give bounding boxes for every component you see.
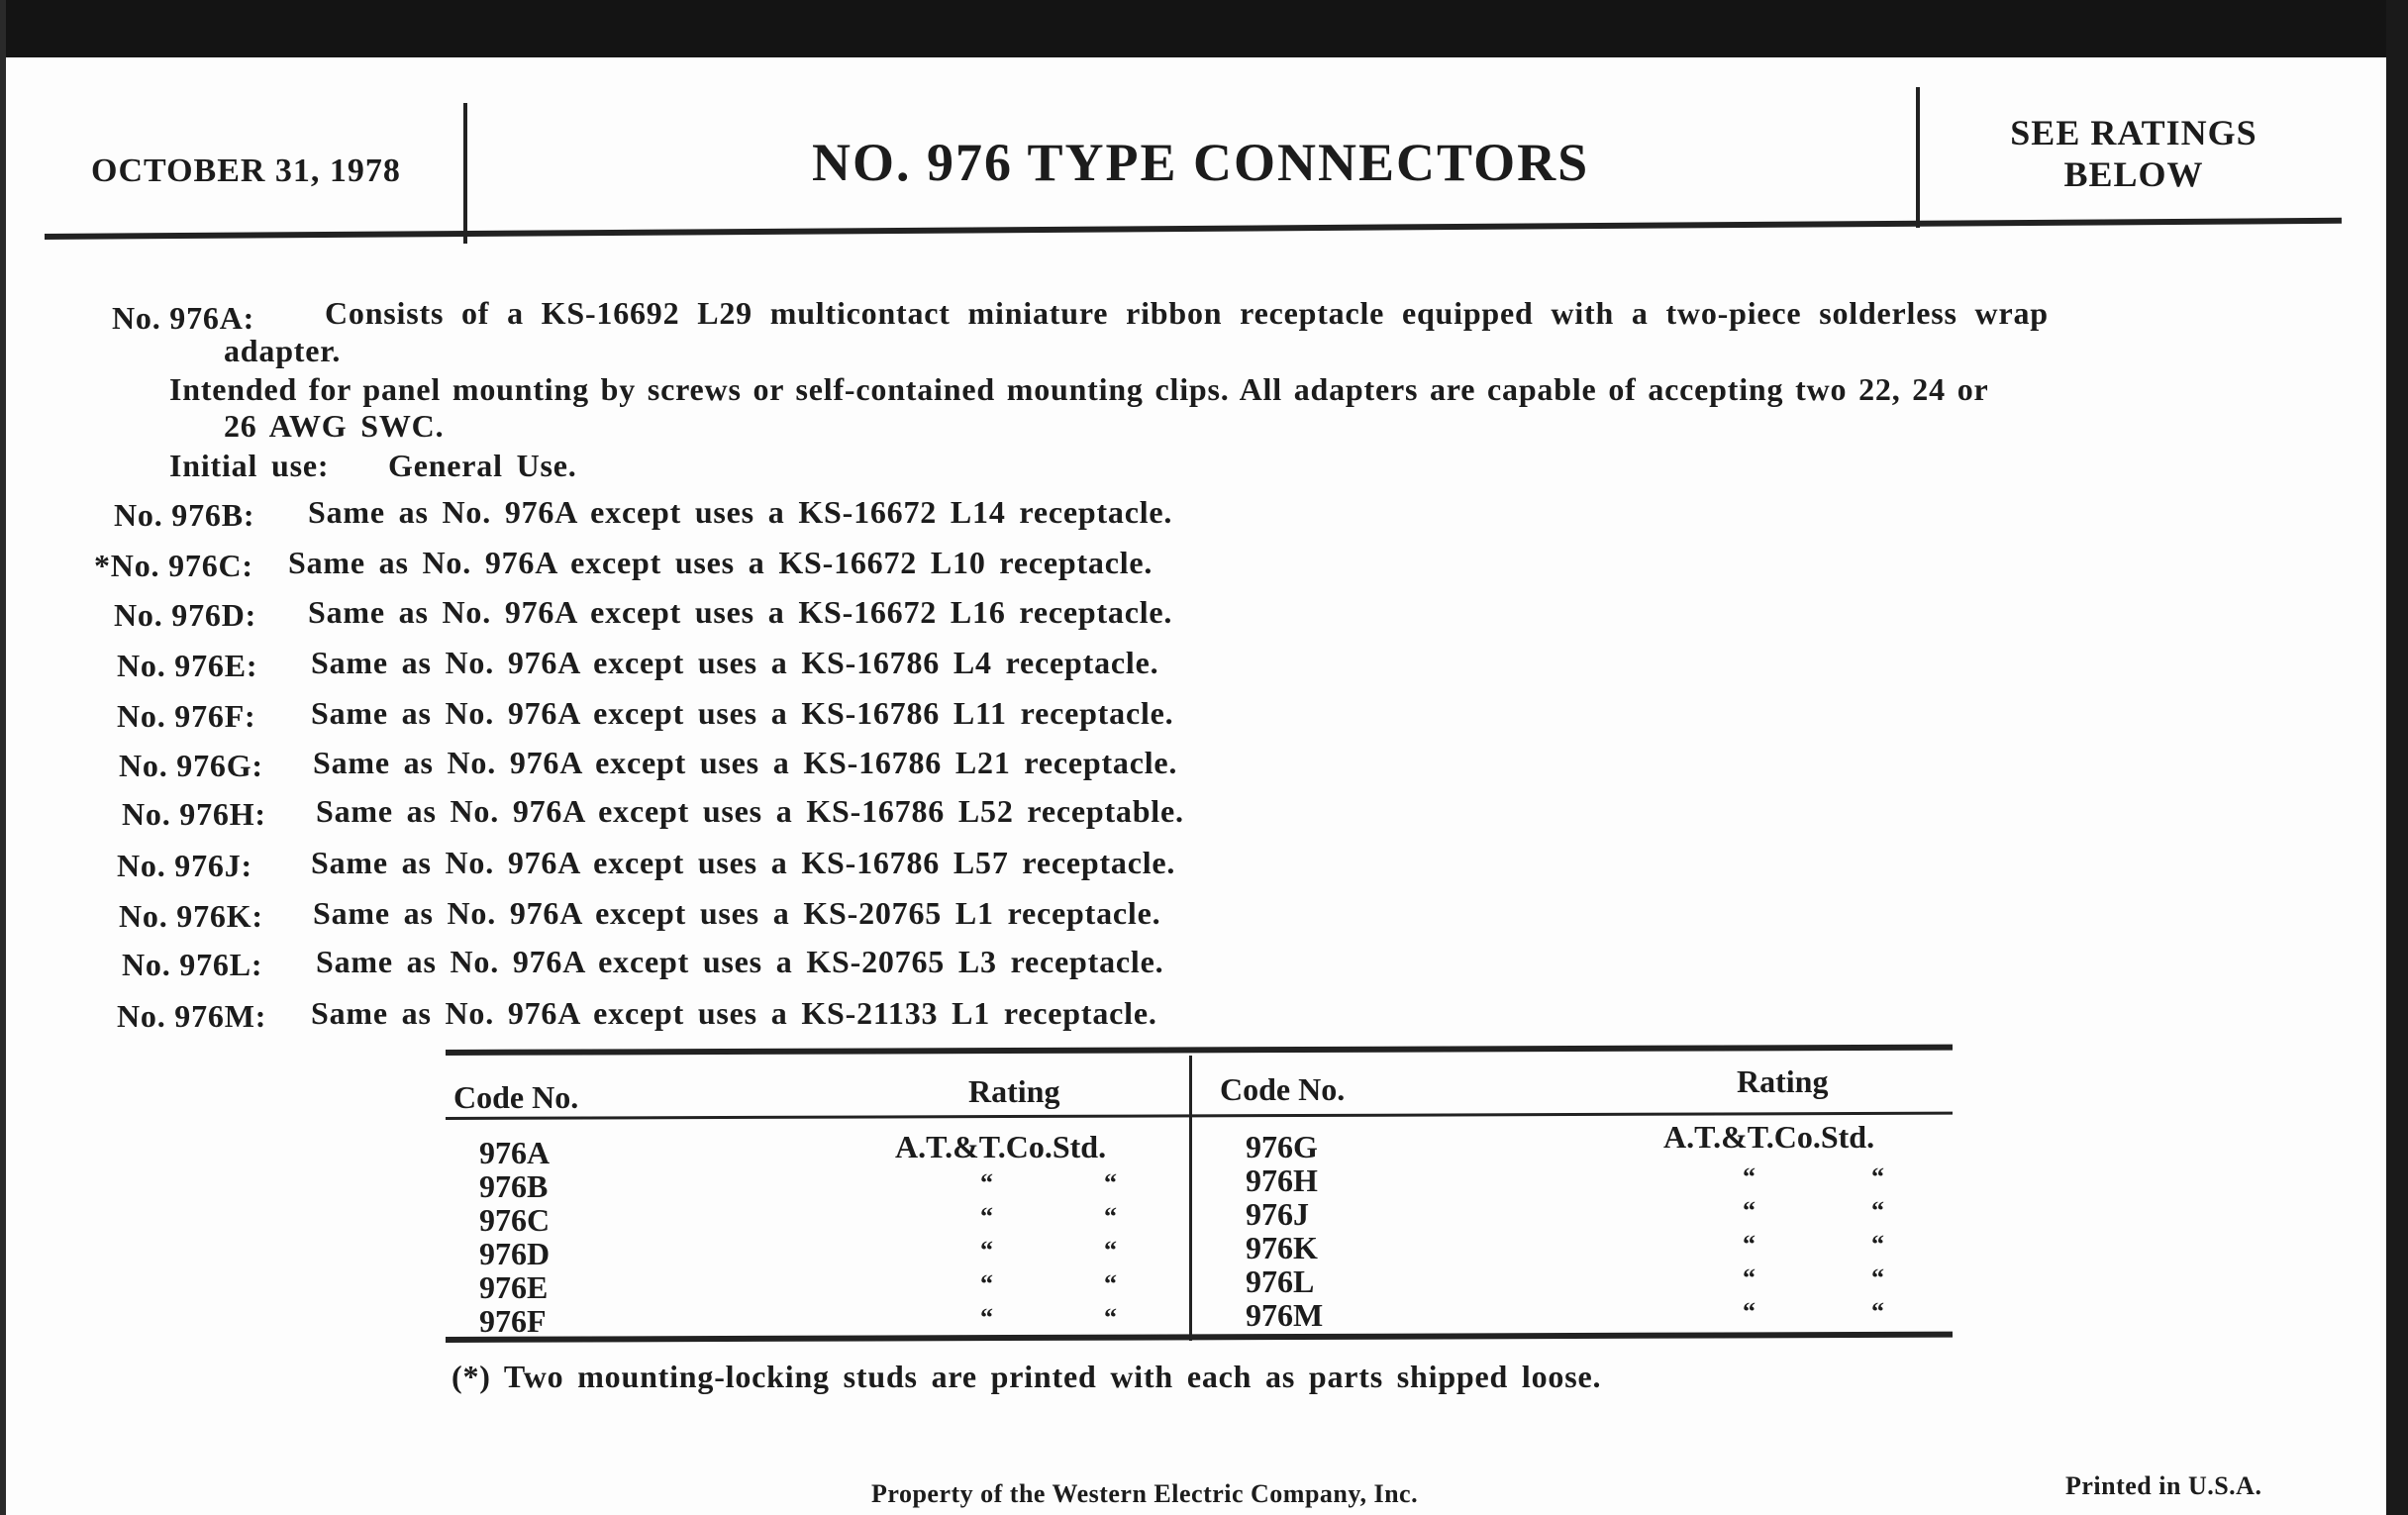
variant-label: *No. 976C:	[94, 548, 253, 583]
table-top-rule	[446, 1045, 1953, 1056]
ditto-mark: “	[980, 1269, 993, 1298]
code-cell: 976H	[1246, 1162, 1318, 1198]
variant-label: No. 976H:	[122, 796, 266, 832]
variant-label: No. 976L:	[122, 947, 263, 982]
footer-printed: Printed in U.S.A.	[2065, 1471, 2262, 1500]
ditto-mark: “	[1743, 1263, 1756, 1292]
document-date: OCTOBER 31, 1978	[91, 152, 401, 189]
table-bottom-rule	[446, 1332, 1953, 1343]
variant-description: Same as No. 976A except uses a KS-16672 L16 receptacle.	[308, 594, 1173, 630]
variant-label: No. 976B:	[114, 497, 255, 533]
variant-label: No. 976G:	[119, 748, 263, 783]
ditto-mark: “	[1104, 1236, 1117, 1264]
ditto-mark: “	[1104, 1202, 1117, 1231]
header-divider-left	[463, 103, 467, 244]
ditto-mark: “	[1871, 1297, 1884, 1326]
ditto-mark: “	[1871, 1196, 1884, 1225]
variant-description: Same as No. 976A except uses a KS-20765 L3 receptacle.	[316, 944, 1164, 979]
table-header-rating-right: Rating	[1737, 1063, 1829, 1099]
ditto-mark: “	[1871, 1263, 1884, 1292]
ratings-note-line2: BELOW	[2063, 154, 2204, 194]
ditto-mark: “	[1743, 1196, 1756, 1225]
variant-label: No. 976F:	[117, 698, 256, 734]
ditto-mark: “	[980, 1303, 993, 1332]
scan-border-right	[2386, 0, 2408, 1515]
intro-line-2: adapter.	[224, 333, 342, 368]
variant-description: Same as No. 976A except uses a KS-16786 L4 receptacle.	[311, 645, 1159, 680]
ditto-mark: “	[1743, 1162, 1756, 1191]
ditto-mark: “	[1104, 1269, 1117, 1298]
ratings-note	[1990, 112, 2277, 195]
ditto-mark: “	[980, 1168, 993, 1197]
intro-line-4: 26 AWG SWC.	[224, 408, 445, 444]
code-cell: 976J	[1246, 1196, 1309, 1232]
footer-property: Property of the Western Electric Company, Inc.	[871, 1479, 1419, 1508]
footnote: (*) Two mounting-locking studs are printed with each as parts shipped loose.	[452, 1359, 1602, 1394]
code-cell: 976K	[1246, 1230, 1318, 1265]
ditto-mark: “	[1871, 1230, 1884, 1259]
header-rule	[45, 218, 2342, 240]
ditto-mark: “	[1104, 1168, 1117, 1197]
intro-line-3: Intended for panel mounting by screws or self-contained mounting clips. All adapters are capable of accepting two 22, 24 or	[169, 371, 1989, 407]
table-header-code-right: Code No.	[1220, 1071, 1346, 1107]
intro-line-1: Consists of a KS-16692 L29 multicontact miniature ribbon receptacle equipped with a two-piece solderless wrap	[325, 295, 2049, 331]
code-cell: 976A	[479, 1135, 551, 1170]
code-cell: 976B	[479, 1168, 549, 1204]
variant-description: Same as No. 976A except uses a KS-21133 L1 receptacle.	[311, 995, 1157, 1031]
code-cell: 976D	[479, 1236, 551, 1271]
intro-label: No. 976A:	[112, 300, 255, 336]
initial-use-label: Initial use:	[169, 448, 330, 483]
code-cell: 976C	[479, 1202, 551, 1238]
code-cell: 976G	[1246, 1129, 1318, 1164]
code-cell: 976M	[1246, 1297, 1324, 1333]
header-divider-right	[1916, 87, 1920, 228]
variant-description: Same as No. 976A except uses a KS-16672 L10 receptacle.	[288, 545, 1154, 580]
table-column-divider	[1189, 1056, 1192, 1341]
variant-label: No. 976M:	[117, 998, 267, 1034]
variant-label: No. 976D:	[114, 597, 257, 633]
ratings-note-line1: SEE RATINGS	[2010, 113, 2258, 152]
initial-use-value: General Use.	[388, 448, 577, 483]
variant-description: Same as No. 976A except uses a KS-16786 L21 receptacle.	[313, 745, 1178, 780]
variant-description: Same as No. 976A except uses a KS-16786 L11 receptacle.	[311, 695, 1174, 731]
page-title: NO. 976 TYPE CONNECTORS	[812, 133, 1590, 192]
ditto-mark: “	[980, 1202, 993, 1231]
variant-label: No. 976K:	[119, 898, 263, 934]
ditto-mark: “	[1871, 1162, 1884, 1191]
scan-border-left	[0, 0, 6, 1515]
ditto-mark: “	[980, 1236, 993, 1264]
code-cell: 976E	[479, 1269, 549, 1305]
variant-label: No. 976J:	[117, 848, 252, 883]
table-header-code-left: Code No.	[453, 1079, 579, 1115]
variant-description: Same as No. 976A except uses a KS-16786 L52 receptable.	[316, 793, 1184, 829]
ditto-mark: “	[1743, 1297, 1756, 1326]
scan-border-top	[0, 0, 2408, 57]
ditto-mark: “	[1743, 1230, 1756, 1259]
rating-cell: A.T.&T.Co.Std.	[1663, 1119, 1875, 1155]
table-header-rating-left: Rating	[968, 1073, 1060, 1109]
code-cell: 976F	[479, 1303, 547, 1339]
variant-description: Same as No. 976A except uses a KS-20765 L1 receptacle.	[313, 895, 1161, 931]
ditto-mark: “	[1104, 1303, 1117, 1332]
variant-description: Same as No. 976A except uses a KS-16786 L57 receptacle.	[311, 845, 1176, 880]
variant-description: Same as No. 976A except uses a KS-16672 L14 receptacle.	[308, 494, 1173, 530]
variant-label: No. 976E:	[117, 648, 258, 683]
code-cell: 976L	[1246, 1263, 1315, 1299]
rating-cell: A.T.&T.Co.Std.	[895, 1129, 1107, 1164]
